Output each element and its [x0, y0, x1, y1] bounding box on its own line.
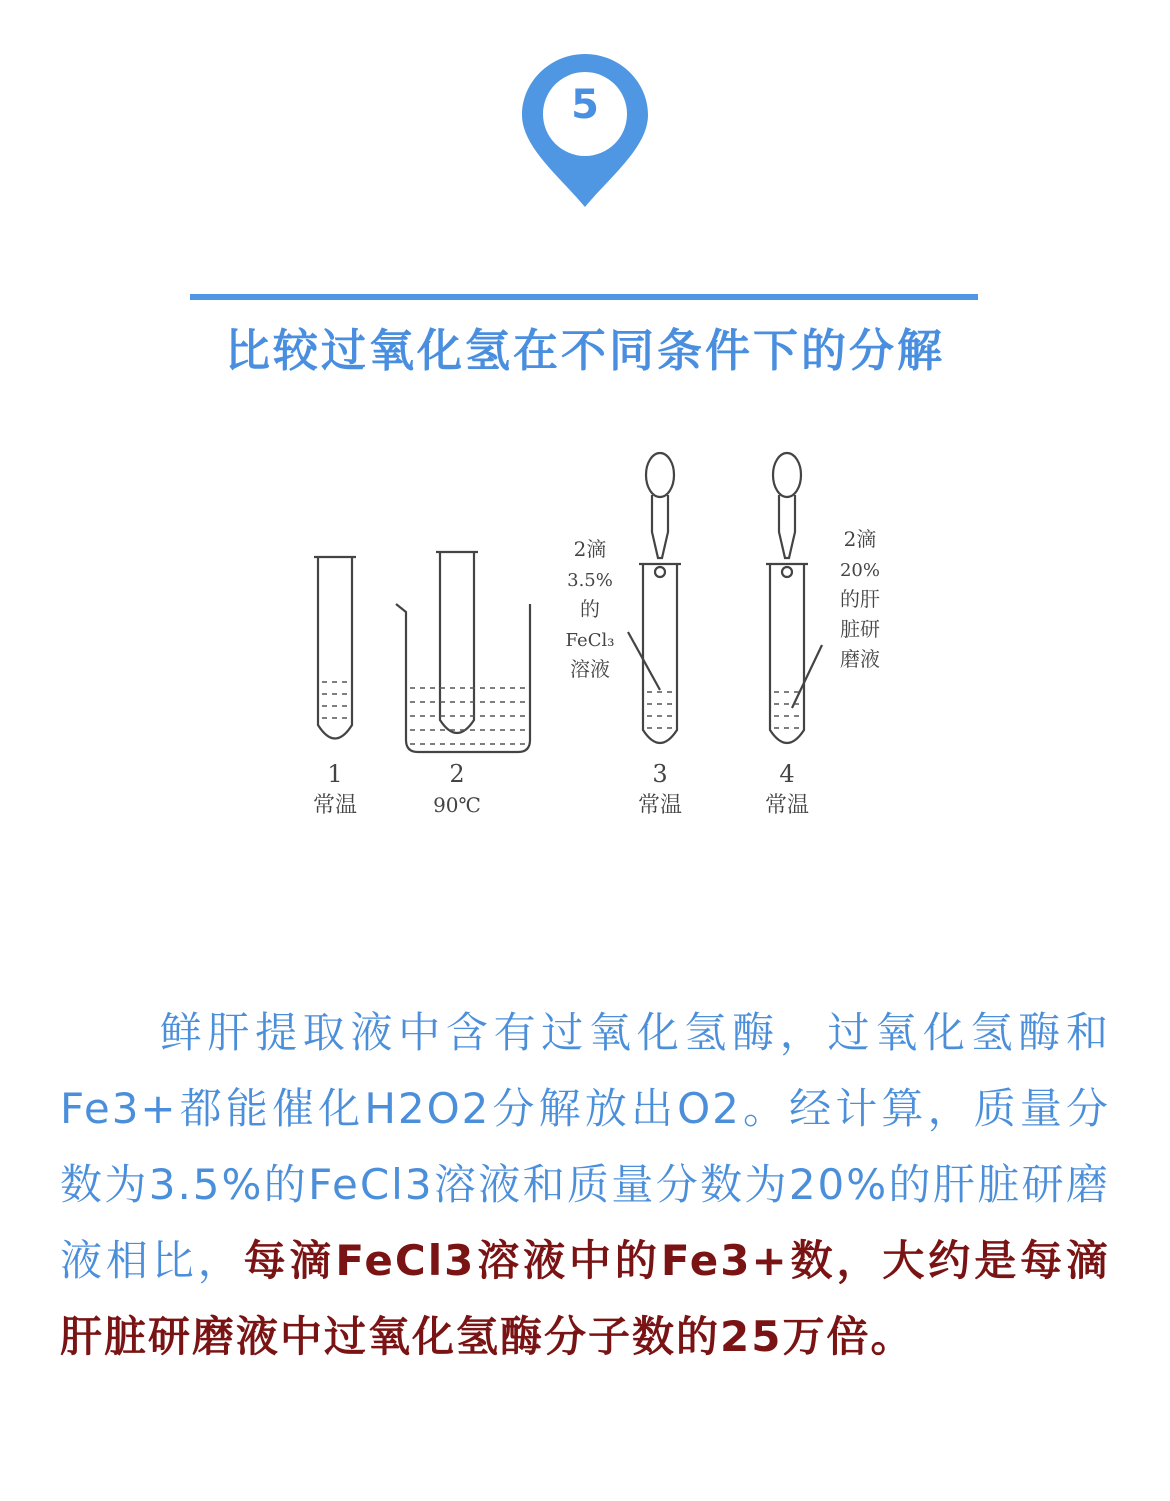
liver-label-line: 20% [839, 560, 881, 581]
tube-condition: 90℃ [433, 793, 481, 817]
fecl-label-line: 2滴 [573, 537, 607, 561]
liver-label-line: 的肝 [840, 587, 880, 611]
experiment-figure [300, 440, 910, 840]
paragraph-text: 鲜肝提取液中含有过氧化氢酶，过氧化氢酶和Fe3+都能催化H2O2分解放出O2。经计算，质量分数为3.5%的FeCl3溶液和质量分数为20%的肝脏研磨液相比， [60, 1008, 1110, 1285]
liver-label-line: 脏研 [840, 617, 880, 641]
fecl-label-line: 的 [580, 597, 600, 621]
fecl-label-line: 3.5% [567, 570, 613, 591]
step-number: 5 [571, 82, 599, 128]
tube-number: 2 [449, 760, 465, 788]
tube-number: 3 [652, 760, 668, 788]
tube-number: 1 [327, 760, 343, 788]
tube-condition: 常温 [312, 793, 358, 818]
body-paragraph [60, 995, 1110, 1375]
paragraph-emphasis: 每滴FeCl3溶液中的Fe3+数，大约是每滴肝脏研磨液中过氧化氢酶分子数的25万倍。 [60, 1236, 1110, 1361]
fecl-label-line: FeCl₃ [565, 630, 615, 651]
page-title: 比较过氧化氢在不同条件下的分解 [224, 324, 945, 377]
location-pin-icon [520, 52, 650, 210]
fecl-label-line: 溶液 [570, 657, 610, 681]
liver-label-line: 磨液 [840, 647, 880, 671]
liver-label-line: 2滴 [843, 527, 877, 551]
title-divider [190, 294, 978, 300]
tube-condition: 常温 [764, 793, 810, 818]
tube-number: 4 [779, 760, 795, 788]
tube-condition: 常温 [637, 793, 683, 818]
